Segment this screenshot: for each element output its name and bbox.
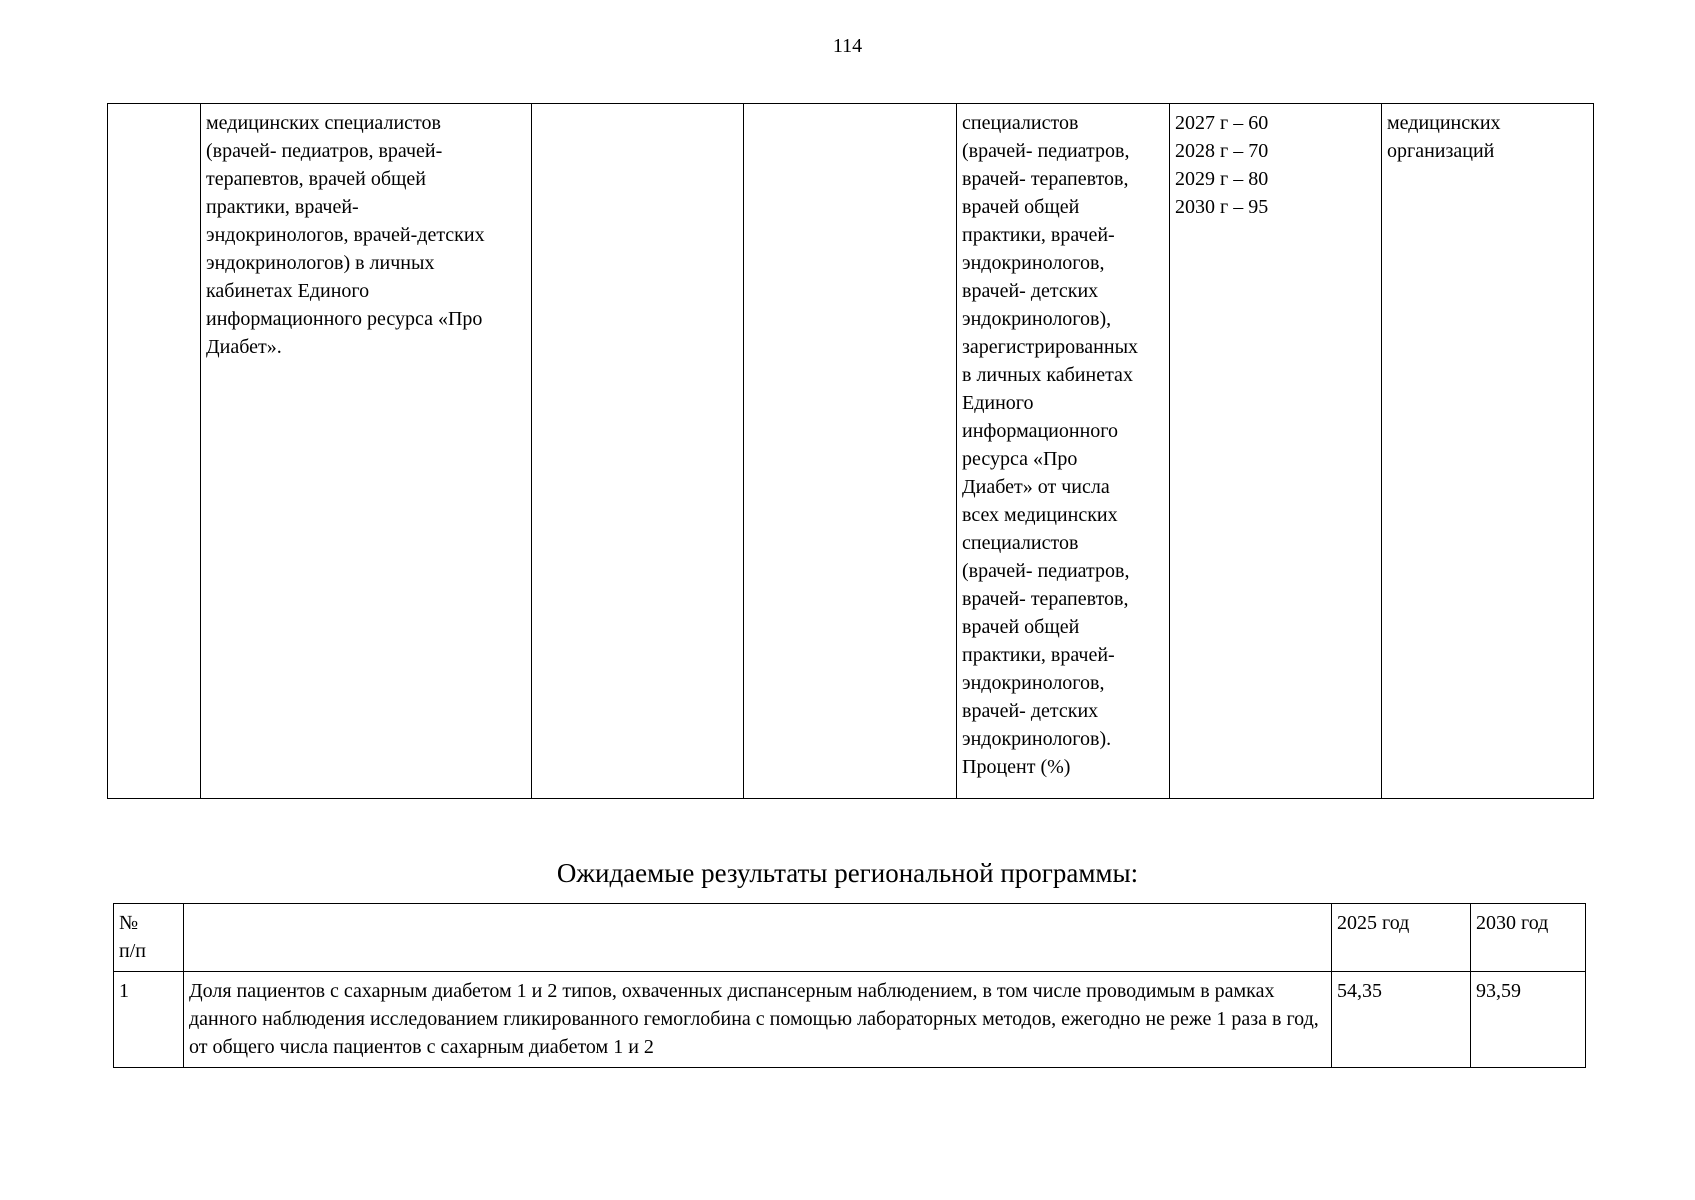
indicator-description-cell: медицинских специалистов (врачей- педиатров, врачей- терапевтов, врачей общей практики, врачей- эндокринологов, врачей-детских эндокринологов) в личных кабинетах Единого информационного ресурса «Про Диабет». <box>201 104 532 799</box>
responsible-cell: медицинских организаций <box>1382 104 1594 799</box>
target-values-cell: 2027 г – 60 2028 г – 70 2029 г – 80 2030 г – 95 <box>1170 104 1382 799</box>
page-number: 114 <box>832 35 863 57</box>
row-year-2030-cell: 93,59 <box>1471 972 1586 1068</box>
row-year-2025-cell: 54,35 <box>1332 972 1471 1068</box>
row-name-cell: Доля пациентов с сахарным диабетом 1 и 2 типов, охваченных диспансерным наблюдением, в том числе проводимым в рамках данного наблюдения исследованием гликированного гемоглобина с помощью лабораторных методов, ежегодно не реже 1 раза в год, от общего числа пациентов с сахарным диабетом 1 и 2 <box>184 972 1332 1068</box>
header-year-2025-cell: 2025 год <box>1332 904 1471 972</box>
table-header-row <box>114 904 1586 972</box>
header-name-cell <box>184 904 1332 972</box>
results-table <box>113 903 1586 1068</box>
calculation-method-cell: специалистов (врачей- педиатров, врачей- терапевтов, врачей общей практики, врачей- эндокринологов, врачей- детских эндокринологов), зарегистрированных в личных кабинетах Единого информационного ресурса «Про Диабет» от числа всех медицинских специалистов (врачей- педиатров, врачей- терапевтов, врачей общей практики, врачей- эндокринологов, врачей- детских эндокринологов). Процент (%) <box>957 104 1170 799</box>
table-row <box>114 972 1586 1068</box>
empty-cell <box>744 104 957 799</box>
header-num-cell: № п/п <box>114 904 184 972</box>
table-row <box>108 104 1594 799</box>
empty-cell <box>532 104 744 799</box>
row-num-cell: 1 <box>114 972 184 1068</box>
indicator-table <box>107 103 1594 799</box>
results-heading: Ожидаемые результаты региональной программы: <box>556 858 1139 888</box>
number-cell <box>108 104 201 799</box>
header-year-2030-cell: 2030 год <box>1471 904 1586 972</box>
